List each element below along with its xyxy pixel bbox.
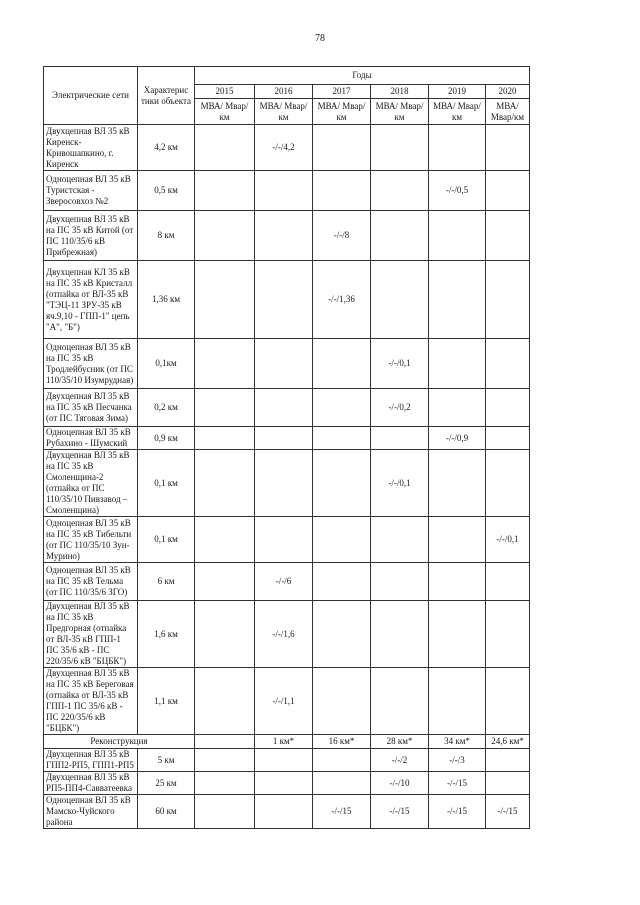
line-length: 1,1 км	[138, 668, 195, 735]
table-row	[44, 749, 530, 772]
year-value-cell	[313, 450, 371, 517]
year-value-cell: -/-/4,2	[255, 125, 313, 171]
year-header: 2017	[313, 85, 371, 99]
line-name: Двухцепная ВЛ 35 кВ Киренск-Кривошапкино, г. Киренск	[44, 125, 138, 171]
year-value-cell	[429, 517, 486, 563]
year-header: 2016	[255, 85, 313, 99]
year-value-cell	[486, 563, 530, 601]
table-row	[44, 389, 530, 427]
year-value-cell	[313, 339, 371, 389]
year-value-cell: -/-/15	[371, 795, 429, 829]
year-value-cell	[429, 601, 486, 668]
year-value-cell	[195, 261, 255, 339]
year-value-cell	[195, 125, 255, 171]
year-value-cell	[313, 427, 371, 450]
year-value-cell	[255, 450, 313, 517]
line-name: Двухцепная ВЛ 35 кВ на ПС 35 кВ Смоленщина-2 (отпайка от ПС 110/35/10 Пивзавод – Смоленщина)	[44, 450, 138, 517]
year-value-cell	[195, 450, 255, 517]
year-value-cell	[313, 517, 371, 563]
line-length: 8 км	[138, 211, 195, 261]
year-value-cell	[371, 601, 429, 668]
year-value-cell	[195, 211, 255, 261]
year-value-cell	[255, 772, 313, 795]
line-name: Одноцепная ВЛ 35 кВ Рубахино - Шумский	[44, 427, 138, 450]
table-row	[44, 668, 530, 735]
line-name: Двухцепная ВЛ 35 кВ РП5-ПП4-Савватеевка	[44, 772, 138, 795]
line-name: Двухцепная ВЛ 35 кВ на ПС 35 кВ Предгорная (отпайка от ВЛ-35 кВ ГПП-1 ПС 35/6 кВ - ПС 220/35/6 кВ "БЦБК")	[44, 601, 138, 668]
year-header: 2015	[195, 85, 255, 99]
year-value-cell	[429, 125, 486, 171]
reconstruction-row	[44, 735, 530, 749]
year-value-cell: -/-/3	[429, 749, 486, 772]
year-value-cell	[195, 795, 255, 829]
line-length: 0,9 км	[138, 427, 195, 450]
year-value-cell	[195, 517, 255, 563]
year-value-cell: -/-/1,1	[255, 668, 313, 735]
year-value-cell	[195, 171, 255, 211]
year-value-cell: -/-/15	[429, 772, 486, 795]
line-name: Двухцепная ВЛ 35 кВ на ПС 35 кВ Береговая (отпайка от ВЛ-35 кВ ГПП-1 ПС 35/6 кВ - ПС 220/35/6 кВ "БЦБК")	[44, 668, 138, 735]
year-value-cell	[429, 339, 486, 389]
year-value-cell	[255, 261, 313, 339]
year-value-cell	[429, 450, 486, 517]
year-value-cell	[486, 601, 530, 668]
reconstruction-value: 24,6 км*	[486, 735, 530, 749]
year-value-cell: -/-/6	[255, 563, 313, 601]
year-value-cell: -/-/1,36	[313, 261, 371, 339]
year-value-cell: -/-/15	[486, 795, 530, 829]
year-value-cell	[195, 563, 255, 601]
line-length: 6 км	[138, 563, 195, 601]
line-name: Одноцепная ВЛ 35 кВ на ПС 35 кВ Тродлейбусник (от ПС 110/35/10 Изумрудная)	[44, 339, 138, 389]
line-length: 0,5 км	[138, 171, 195, 211]
year-value-cell	[371, 517, 429, 563]
year-value-cell: -/-/0,1	[371, 450, 429, 517]
unit-header: МВА/ Мвар/км	[255, 99, 313, 125]
table-row	[44, 211, 530, 261]
year-value-cell	[429, 261, 486, 339]
year-value-cell: -/-/0,1	[371, 339, 429, 389]
table-row	[44, 125, 530, 171]
year-value-cell	[486, 261, 530, 339]
year-value-cell	[486, 450, 530, 517]
year-value-cell	[313, 668, 371, 735]
table-row	[44, 450, 530, 517]
table-row	[44, 772, 530, 795]
year-value-cell	[486, 427, 530, 450]
year-value-cell	[371, 668, 429, 735]
line-name: Двухцепная ВЛ 35 кВ ГПП2-РП5, ГПП1-РП5	[44, 749, 138, 772]
year-value-cell	[371, 563, 429, 601]
year-value-cell: -/-/15	[429, 795, 486, 829]
line-name: Одноцепная ВЛ 35 кВ на ПС 35 кВ Тельма (от ПС 110/35/6 ЗГО)	[44, 563, 138, 601]
unit-header: МВА/ Мвар/км	[429, 99, 486, 125]
year-value-cell	[195, 427, 255, 450]
table-row	[44, 261, 530, 339]
year-value-cell	[255, 339, 313, 389]
year-value-cell	[486, 389, 530, 427]
year-value-cell	[371, 211, 429, 261]
year-value-cell	[195, 601, 255, 668]
year-value-cell	[429, 563, 486, 601]
year-value-cell	[429, 389, 486, 427]
year-value-cell	[371, 171, 429, 211]
reconstruction-value: 28 км*	[371, 735, 429, 749]
year-value-cell	[313, 563, 371, 601]
year-value-cell	[313, 749, 371, 772]
line-length: 1,36 км	[138, 261, 195, 339]
year-value-cell	[195, 339, 255, 389]
line-length: 60 км	[138, 795, 195, 829]
reconstruction-value: 16 км*	[313, 735, 371, 749]
table-row	[44, 795, 530, 829]
year-value-cell	[195, 772, 255, 795]
line-length: 4,2 км	[138, 125, 195, 171]
unit-header: МВА/ Мвар/км	[371, 99, 429, 125]
column-header-years: Годы	[195, 67, 530, 85]
year-value-cell	[429, 211, 486, 261]
line-name: Одноцепная ВЛ 35 кВ Туристская - Зверосовхоз №2	[44, 171, 138, 211]
reconstruction-value	[195, 735, 255, 749]
line-name: Одноцепная ВЛ 35 кВ Мамско-Чуйского района	[44, 795, 138, 829]
year-value-cell: -/-/8	[313, 211, 371, 261]
page-number: 78	[315, 33, 325, 44]
column-header-name: Электрические сети	[44, 67, 138, 125]
year-value-cell	[486, 171, 530, 211]
year-value-cell	[255, 211, 313, 261]
column-header-characteristics: Характерис тики объекта	[138, 67, 195, 125]
year-value-cell	[195, 749, 255, 772]
year-value-cell: -/-/15	[313, 795, 371, 829]
year-header: 2019	[429, 85, 486, 99]
year-header: 2020	[486, 85, 530, 99]
line-length: 0,1км	[138, 339, 195, 389]
year-value-cell	[313, 125, 371, 171]
unit-header: МВА/ Мвар/км	[195, 99, 255, 125]
grid-table	[43, 66, 530, 829]
year-value-cell: -/-/0,2	[371, 389, 429, 427]
year-value-cell: -/-/0,5	[429, 171, 486, 211]
year-value-cell: -/-/0,9	[429, 427, 486, 450]
year-value-cell	[195, 389, 255, 427]
year-value-cell: -/-/0,1	[486, 517, 530, 563]
line-length: 5 км	[138, 749, 195, 772]
year-value-cell	[255, 427, 313, 450]
year-value-cell	[486, 125, 530, 171]
unit-header: МВА/ Мвар/км	[313, 99, 371, 125]
year-value-cell	[255, 171, 313, 211]
year-value-cell: -/-/10	[371, 772, 429, 795]
reconstruction-value: 1 км*	[255, 735, 313, 749]
reconstruction-label: Реконструкция	[44, 735, 195, 749]
year-value-cell	[255, 389, 313, 427]
year-header: 2018	[371, 85, 429, 99]
year-value-cell	[313, 601, 371, 668]
year-value-cell	[486, 339, 530, 389]
year-value-cell: -/-/2	[371, 749, 429, 772]
year-value-cell	[429, 668, 486, 735]
year-value-cell	[371, 125, 429, 171]
table-row	[44, 517, 530, 563]
line-length: 0,1 км	[138, 450, 195, 517]
year-value-cell: -/-/1,6	[255, 601, 313, 668]
table-row	[44, 427, 530, 450]
table-row	[44, 339, 530, 389]
year-value-cell	[313, 772, 371, 795]
table-row	[44, 563, 530, 601]
reconstruction-value: 34 км*	[429, 735, 486, 749]
line-name: Двухцепная ВЛ 35 кВ на ПС 35 кВ Песчанка (от ПС Тяговая Зима)	[44, 389, 138, 427]
year-value-cell	[195, 668, 255, 735]
line-length: 0,2 км	[138, 389, 195, 427]
line-name: Двухцепная КЛ 35 кВ на ПС 35 кВ Кристалл (отпайка от ВЛ-35 кВ "ТЭЦ-11 ЗРУ-35 кВ яч.9,10 - ГПП-1" цепь "А", "Б")	[44, 261, 138, 339]
year-value-cell	[255, 795, 313, 829]
year-value-cell	[486, 211, 530, 261]
line-length: 25 км	[138, 772, 195, 795]
year-value-cell	[255, 749, 313, 772]
line-length: 1,6 км	[138, 601, 195, 668]
unit-header: МВА/ Мвар/км	[486, 99, 530, 125]
year-value-cell	[313, 171, 371, 211]
table-row	[44, 171, 530, 211]
line-name: Одноцепная ВЛ 35 кВ на ПС 35 кВ Тибельти (от ПС 110/35/10 Зун-Мурино)	[44, 517, 138, 563]
year-value-cell	[255, 517, 313, 563]
table-row	[44, 601, 530, 668]
year-value-cell	[313, 389, 371, 427]
year-value-cell	[486, 749, 530, 772]
year-value-cell	[486, 668, 530, 735]
line-name: Двухцепная ВЛ 35 кВ на ПС 35 кВ Китой (от ПС 110/35/6 кВ Прибрежная)	[44, 211, 138, 261]
line-length: 0,1 км	[138, 517, 195, 563]
year-value-cell	[371, 261, 429, 339]
year-value-cell	[486, 772, 530, 795]
year-value-cell	[371, 427, 429, 450]
